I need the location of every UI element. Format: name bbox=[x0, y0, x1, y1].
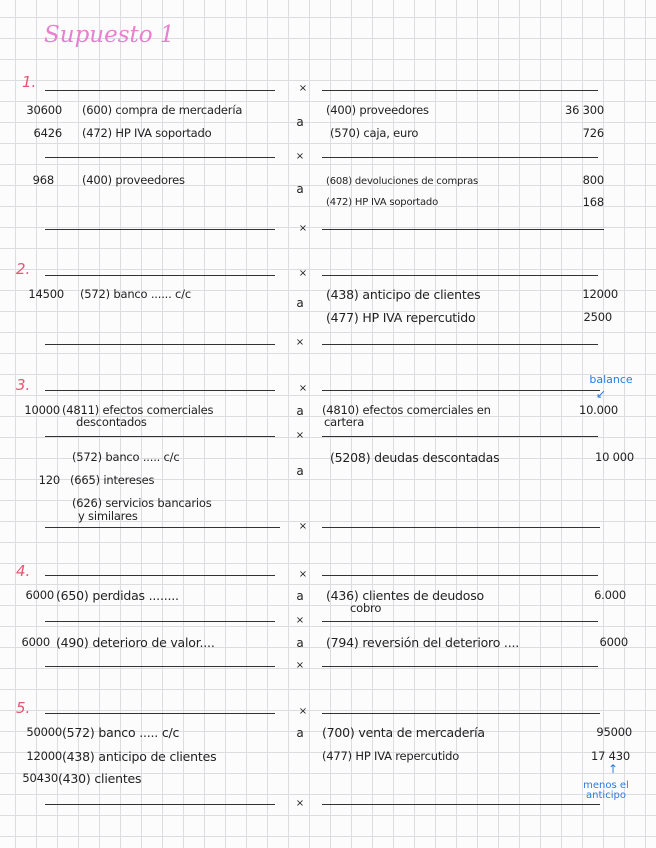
debit-amount: 30600 bbox=[26, 103, 62, 117]
credit-amount: 168 bbox=[582, 195, 604, 209]
credit-account: (438) anticipo de clientes bbox=[326, 287, 481, 302]
debit-account: (626) servicios bancarios bbox=[72, 496, 212, 510]
entry-number: 4. bbox=[16, 562, 31, 580]
debit-amount: 10000 bbox=[24, 403, 60, 417]
arrow-icon: ↙ bbox=[596, 387, 607, 401]
credit-amount: 17 430 bbox=[590, 749, 630, 763]
credit-amount: 6000 bbox=[599, 635, 628, 649]
credit-account: (400) proveedores bbox=[326, 103, 429, 117]
debit-amount: 6000 bbox=[21, 635, 50, 649]
debit-amount: 120 bbox=[38, 473, 60, 487]
separator-line bbox=[45, 275, 275, 276]
debit-account: (438) anticipo de clientes bbox=[62, 749, 217, 764]
separator-mark: × bbox=[298, 268, 308, 279]
debit-account: (400) proveedores bbox=[82, 173, 185, 187]
connector-a: a bbox=[296, 464, 304, 478]
credit-account: (700) venta de mercadería bbox=[322, 725, 485, 740]
credit-account: (608) devoluciones de compras bbox=[326, 176, 479, 187]
separator-line bbox=[322, 575, 598, 576]
separator-line bbox=[45, 527, 280, 528]
credit-account: (5208) deudas descontadas bbox=[330, 450, 500, 465]
credit-account-continued: cartera bbox=[324, 415, 365, 429]
separator-line bbox=[45, 157, 275, 158]
separator-line bbox=[45, 666, 275, 667]
separator-line bbox=[322, 527, 600, 528]
debit-amount: 14500 bbox=[28, 287, 64, 301]
credit-amount: 95000 bbox=[596, 725, 632, 739]
connector-a: a bbox=[296, 726, 304, 740]
entry-number: 2. bbox=[16, 260, 31, 278]
separator-mark: × bbox=[298, 223, 308, 234]
debit-account: (490) deterioro de valor.... bbox=[56, 635, 215, 650]
separator-mark: × bbox=[298, 521, 308, 532]
debit-amount: 6426 bbox=[33, 126, 62, 140]
separator-line bbox=[45, 229, 275, 230]
credit-amount: 36 300 bbox=[564, 103, 604, 117]
credit-account: (477) HP IVA repercutido bbox=[326, 310, 476, 325]
separator-line bbox=[322, 344, 598, 345]
entry-number: 3. bbox=[16, 376, 31, 394]
balance-note: balance bbox=[589, 373, 633, 386]
credit-amount: 726 bbox=[582, 126, 604, 140]
separator-line bbox=[322, 713, 600, 714]
debit-amount: 50000 bbox=[26, 725, 62, 739]
separator-mark: × bbox=[298, 83, 308, 94]
separator-mark: × bbox=[295, 151, 305, 162]
debit-account-continued: descontados bbox=[76, 415, 147, 429]
separator-line bbox=[45, 621, 275, 622]
connector-a: a bbox=[296, 115, 304, 129]
debit-account: (4811) efectos comerciales bbox=[62, 403, 214, 417]
debit-account-continued: y similares bbox=[78, 509, 138, 523]
credit-amount: 10.000 bbox=[578, 403, 618, 417]
separator-mark: × bbox=[295, 430, 305, 441]
connector-a: a bbox=[296, 182, 304, 196]
separator-line bbox=[45, 390, 275, 391]
page-title: Supuesto 1 bbox=[44, 22, 175, 48]
separator-line bbox=[322, 436, 598, 437]
credit-account: (436) clientes de deudoso bbox=[326, 588, 484, 603]
credit-amount: 10 000 bbox=[594, 450, 634, 464]
credit-account: (794) reversión del deterioro .... bbox=[326, 635, 520, 650]
separator-line bbox=[45, 575, 275, 576]
connector-a: a bbox=[296, 636, 304, 650]
credit-account: (472) HP IVA soportado bbox=[326, 197, 438, 208]
separator-line bbox=[322, 804, 600, 805]
debit-amount: 12000 bbox=[26, 749, 62, 763]
debit-amount: 6000 bbox=[25, 588, 54, 602]
separator-line bbox=[322, 275, 598, 276]
anticipo-note: menos el anticipo bbox=[583, 780, 629, 801]
credit-account: (570) caja, euro bbox=[330, 126, 419, 140]
separator-mark: × bbox=[298, 569, 308, 580]
debit-account: (650) perdidas ........ bbox=[56, 588, 179, 603]
debit-account: (472) HP IVA soportado bbox=[82, 126, 212, 140]
debit-amount: 968 bbox=[32, 173, 54, 187]
separator-line bbox=[322, 666, 598, 667]
entry-number: 1. bbox=[22, 73, 37, 91]
arrow-icon: ↑ bbox=[608, 762, 619, 776]
separator-mark: × bbox=[295, 798, 305, 809]
separator-line bbox=[322, 229, 604, 230]
separator-line bbox=[322, 90, 598, 91]
connector-a: a bbox=[296, 589, 304, 603]
separator-line bbox=[322, 621, 598, 622]
debit-account: (572) banco ..... c/c bbox=[72, 450, 180, 464]
separator-line bbox=[45, 804, 275, 805]
debit-account: (600) compra de mercadería bbox=[82, 103, 243, 117]
separator-line bbox=[45, 713, 275, 714]
debit-account: (572) banco ...... c/c bbox=[80, 287, 191, 301]
separator-line bbox=[45, 90, 275, 91]
credit-amount: 2500 bbox=[583, 310, 612, 324]
credit-amount: 800 bbox=[582, 173, 604, 187]
credit-account-continued: cobro bbox=[350, 601, 382, 615]
credit-account: (477) HP IVA repercutido bbox=[322, 749, 460, 763]
entry-number: 5. bbox=[16, 699, 31, 717]
separator-mark: × bbox=[298, 706, 308, 717]
debit-amount: 50430 bbox=[22, 771, 58, 785]
credit-amount: 12000 bbox=[582, 287, 618, 301]
separator-line bbox=[322, 390, 600, 391]
connector-a: a bbox=[296, 296, 304, 310]
separator-mark: × bbox=[298, 383, 308, 394]
connector-a: a bbox=[296, 404, 304, 418]
separator-line bbox=[45, 436, 275, 437]
debit-account: (572) banco ..... c/c bbox=[62, 725, 180, 740]
credit-account: (4810) efectos comerciales en bbox=[322, 403, 491, 417]
credit-amount: 6.000 bbox=[594, 588, 626, 602]
debit-account: (430) clientes bbox=[58, 771, 142, 786]
separator-line bbox=[45, 344, 275, 345]
separator-mark: × bbox=[295, 615, 305, 626]
separator-mark: × bbox=[295, 337, 305, 348]
separator-line bbox=[322, 157, 598, 158]
debit-account: (665) intereses bbox=[70, 473, 155, 487]
separator-mark: × bbox=[295, 660, 305, 671]
